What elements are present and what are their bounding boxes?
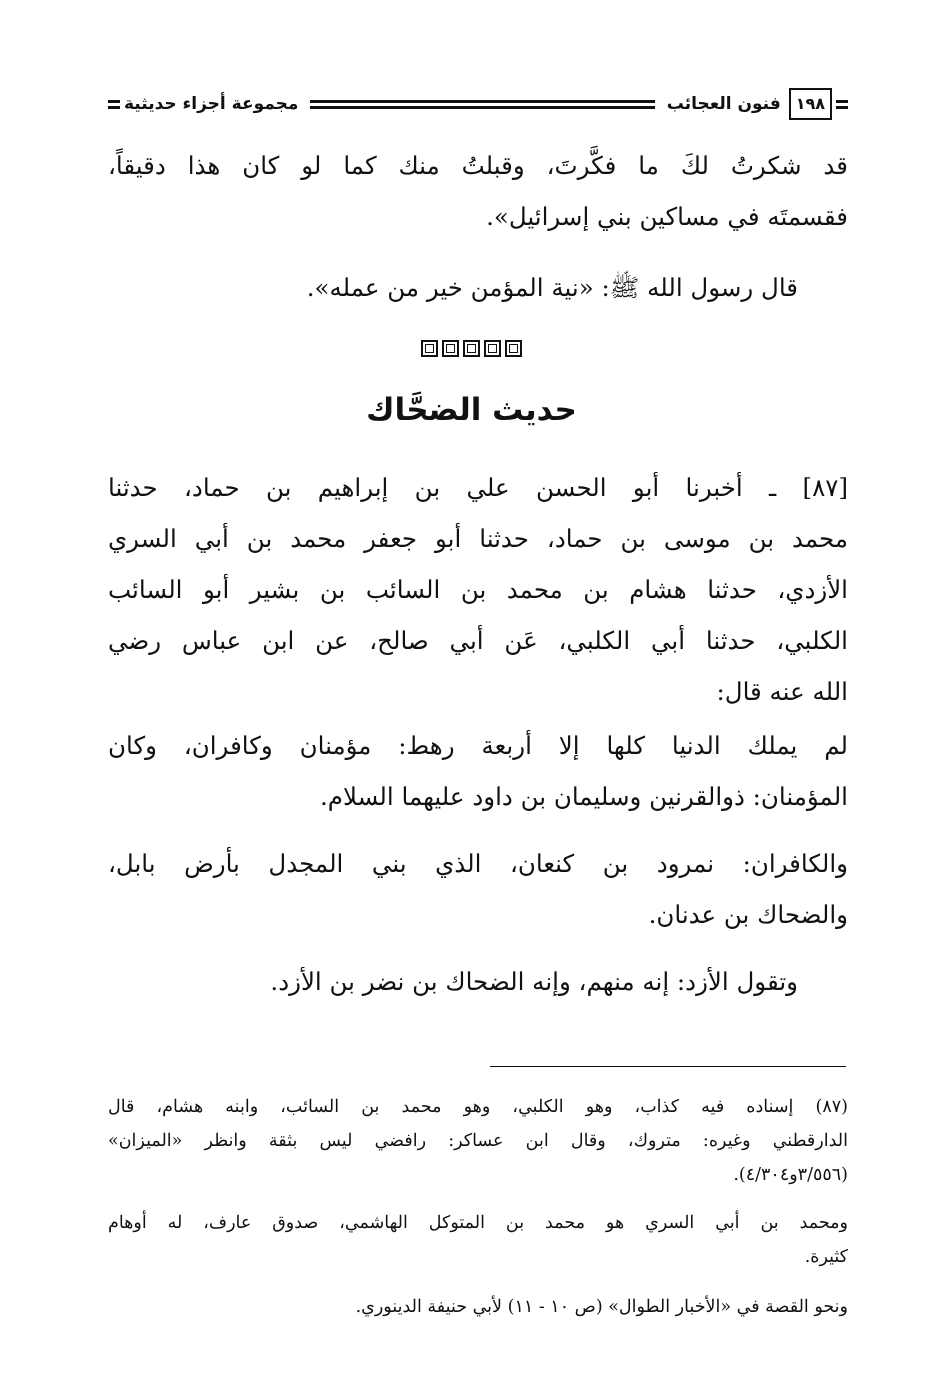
text-line: لم يملك الدنيا كلها إلا أربعة رهط: مؤمنان وكافران، وكان — [108, 731, 848, 760]
footnote-note-3 — [108, 1290, 848, 1324]
book-title: فنون العجائب — [666, 94, 781, 114]
footnote-87 — [108, 1090, 848, 1192]
ornament-square — [463, 340, 480, 357]
paragraph-unbelievers — [108, 838, 848, 940]
footnote-line: الدارقطني وغيره: متروك، وقال ابن عساكر: رافضي ليس بثقة وانظر «الميزان» — [108, 1131, 848, 1151]
footnote-note-2 — [108, 1206, 848, 1274]
text-line: قال رسول الله ﷺ: «نية المؤمن خير من عمله». — [306, 273, 798, 302]
section-title: حديث الضحَّاك — [366, 392, 577, 428]
hadith-quote — [108, 262, 848, 313]
paragraph-kings — [108, 720, 848, 822]
text-line: والضحاك بن عدنان. — [648, 900, 848, 929]
text-line: الله عنه قال: — [716, 677, 848, 706]
ornament-square — [484, 340, 501, 357]
series-title: مجموعة أجزاء حديثية — [124, 94, 299, 114]
text-line: محمد بن موسى بن حماد، حدثنا أبو جعفر محمد بن أبي السري — [108, 524, 848, 553]
footnote-line: ومحمد بن أبي السري هو محمد بن المتوكل الهاشمي، صدوق عارف، له أوهام — [108, 1213, 848, 1233]
text-line: الكلبي، حدثنا أبي الكلبي، عَن أبي صالح، عن ابن عباس رضي — [108, 626, 848, 655]
intro-paragraph — [108, 140, 848, 242]
footnote-line: كثيرة. — [804, 1247, 848, 1267]
ornament-square — [442, 340, 459, 357]
narration-paragraph — [108, 462, 848, 717]
footnote-line: ونحو القصة في «الأخبار الطوال» (ص ١٠ - ١١) لأبي حنيفة الدينوري. — [355, 1297, 848, 1317]
header-rule-left — [108, 100, 120, 109]
text-line: الأزدي، حدثنا هشام بن محمد بن السائب بن بشير أبو السائب — [108, 575, 848, 604]
page-number: ١٩٨ — [789, 88, 832, 120]
footnote-line: (٣/٥٥٦و٤/٣٠٤). — [733, 1165, 848, 1185]
header-rule-middle — [310, 100, 654, 109]
ornament-square — [505, 340, 522, 357]
text-line: قد شكرتُ لكَ ما فكَّرتَ، وقبلتُ منك كما لو كان هذا دقيقاً، — [108, 151, 848, 180]
running-header — [108, 86, 848, 122]
header-rule-right — [836, 100, 848, 109]
text-line: المؤمنان: ذوالقرنين وسليمان بن داود عليهما السلام. — [320, 782, 848, 811]
text-line: والكافران: نمرود بن كنعان، الذي بني المجدل بأرض بابل، — [108, 849, 848, 878]
text-line: وتقول الأزد: إنه منهم، وإنه الضحاك بن نضر بن الأزد. — [270, 967, 798, 996]
footnote-separator — [490, 1066, 846, 1067]
paragraph-azd — [108, 956, 848, 1007]
text-line: فقسمتَه في مساكين بني إسرائيل». — [486, 202, 848, 231]
text-line: [٨٧] ـ أخبرنا أبو الحسن علي بن إبراهيم بن حماد، حدثنا — [108, 473, 848, 502]
ornament-square — [421, 340, 438, 357]
section-ornament — [0, 340, 943, 361]
footnote-line: (٨٧) إسناده فيه كذاب، وهو الكلبي، وهو محمد بن السائب، وابنه هشام، قال — [108, 1097, 848, 1117]
